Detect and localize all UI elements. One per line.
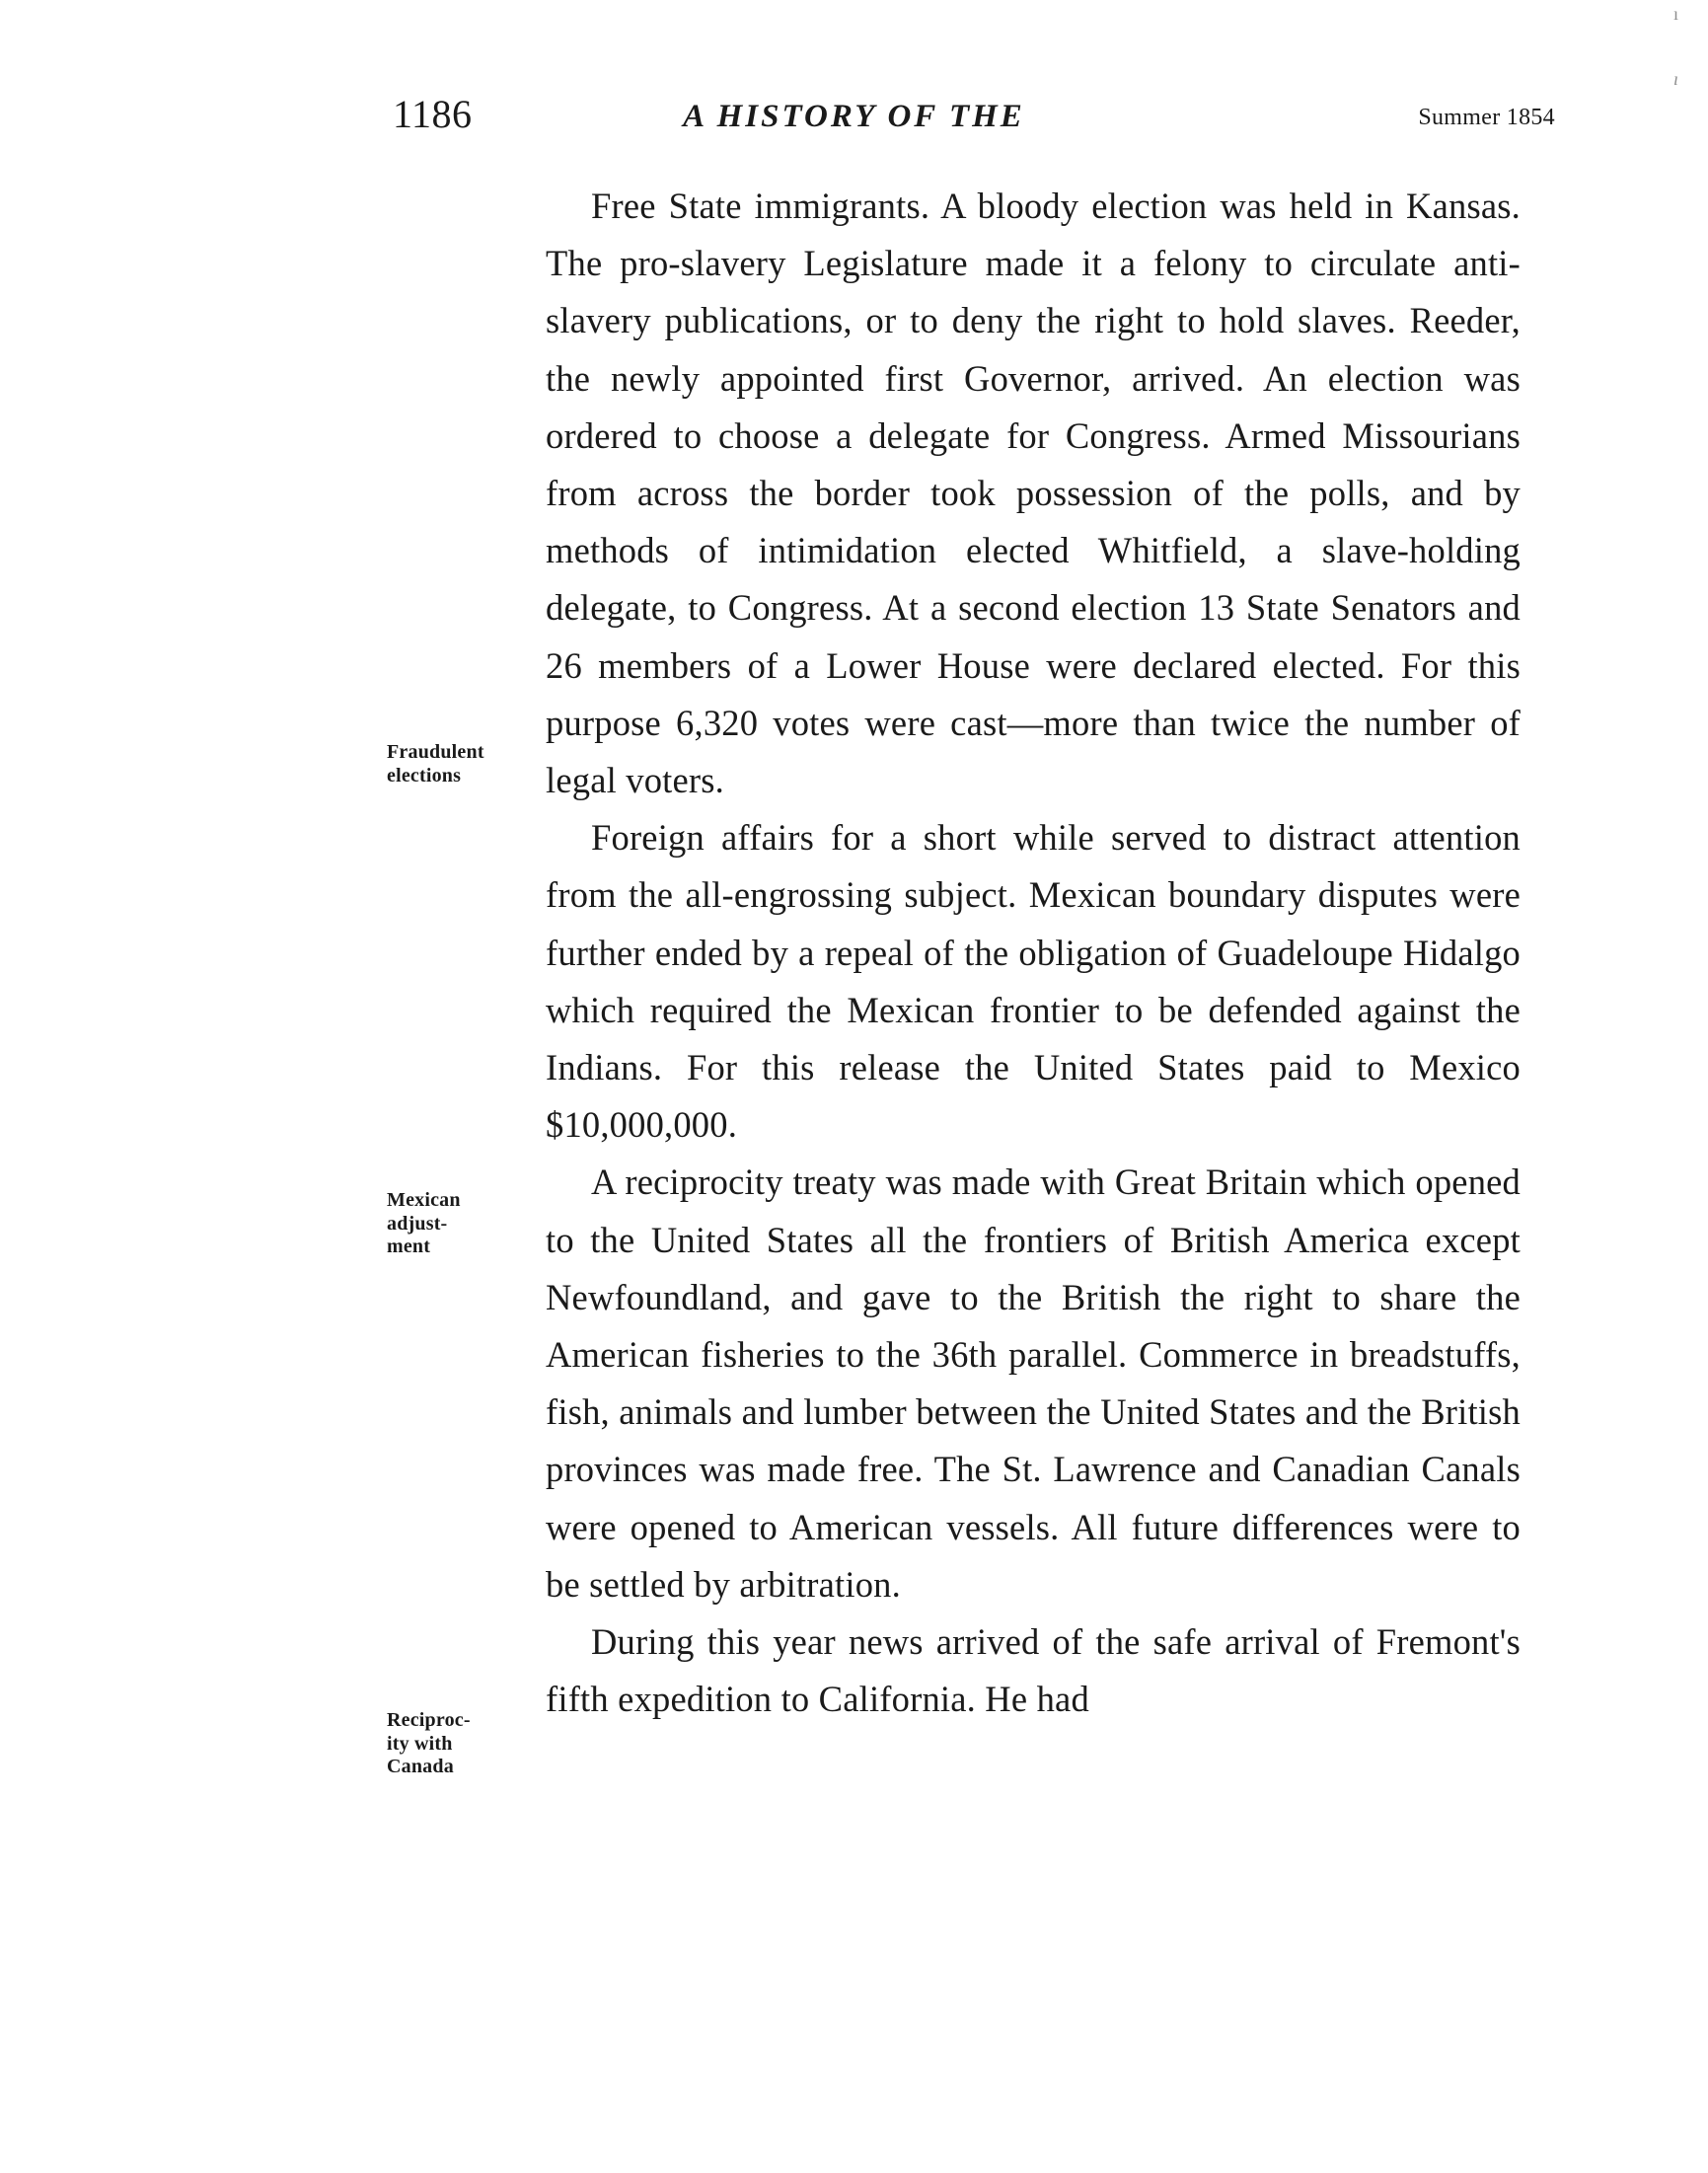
margin-note-line: adjust- [387,1212,448,1235]
running-head [0,91,1708,140]
margin-note-line: ity with [387,1732,453,1755]
body-text-column [546,178,1521,1728]
running-title: A HISTORY OF THE [683,99,1025,134]
paragraph: Free State immigrants. A bloody election was held in Kansas. The pro-slavery Legislature made it a felony to circulate anti-slavery publications, or to deny the right to hold slaves. Reeder, the newly appointed first Governor, arrived. An election was ordered to choose a delegate for Congress. Armed Missourians from across the border took possession of the polls, and by methods of intimidation elected Whitfield, a slave-holding delegate, to Congress. At a second election 13 State Senators and 26 members of a Lower House were declared elected. For this purpose 6,320 votes were cast—more than twice the number of legal voters. [546,186,1521,801]
running-head-date: Summer 1854 [1418,105,1555,130]
margin-note-line: Fraudulent [387,741,484,763]
paragraph: A reciprocity treaty was made with Great Britain which opened to the United States all the frontiers of British America except Newfoundland, and gave to the British the right to share the American fisheries to the 36th parallel. Commerce in breadstuffs, fish, animals and lumber between the United States and the British provinces was made free. The St. Lawrence and Canadian Canals were opened to American vessels. All future differences were to be settled by arbitration. [546,1161,1521,1605]
margin-note-line: Mexican [387,1189,461,1211]
margin-note-line: elections [387,764,462,787]
margin-note-reciprocity-with-canada [387,1709,535,1779]
scan-edge-mark-second: ı [1672,69,1678,89]
margin-note-line: Reciproc- [387,1709,471,1731]
page-number: 1186 [393,92,473,136]
paragraph: During this year news arrived of the safe arrival of Fremont's fifth expedition to California. He had [546,1621,1521,1720]
margin-note-fraudulent-elections [387,741,535,787]
margin-note-mexican-adjustment [387,1189,535,1259]
paragraph: Foreign affairs for a short while served to distract attention from the all-engrossing subject. Mexican boundary disputes were further ended by a repeal of the obligation of Guadeloupe Hidalgo which required the Mexican frontier to be defended against the Indians. For this release the United States paid to Mexico $10,000,000. [546,817,1521,1146]
scan-edge-mark-top: ı [1672,4,1678,24]
margin-note-line: Canada [387,1756,454,1778]
margin-note-line: ment [387,1236,431,1258]
